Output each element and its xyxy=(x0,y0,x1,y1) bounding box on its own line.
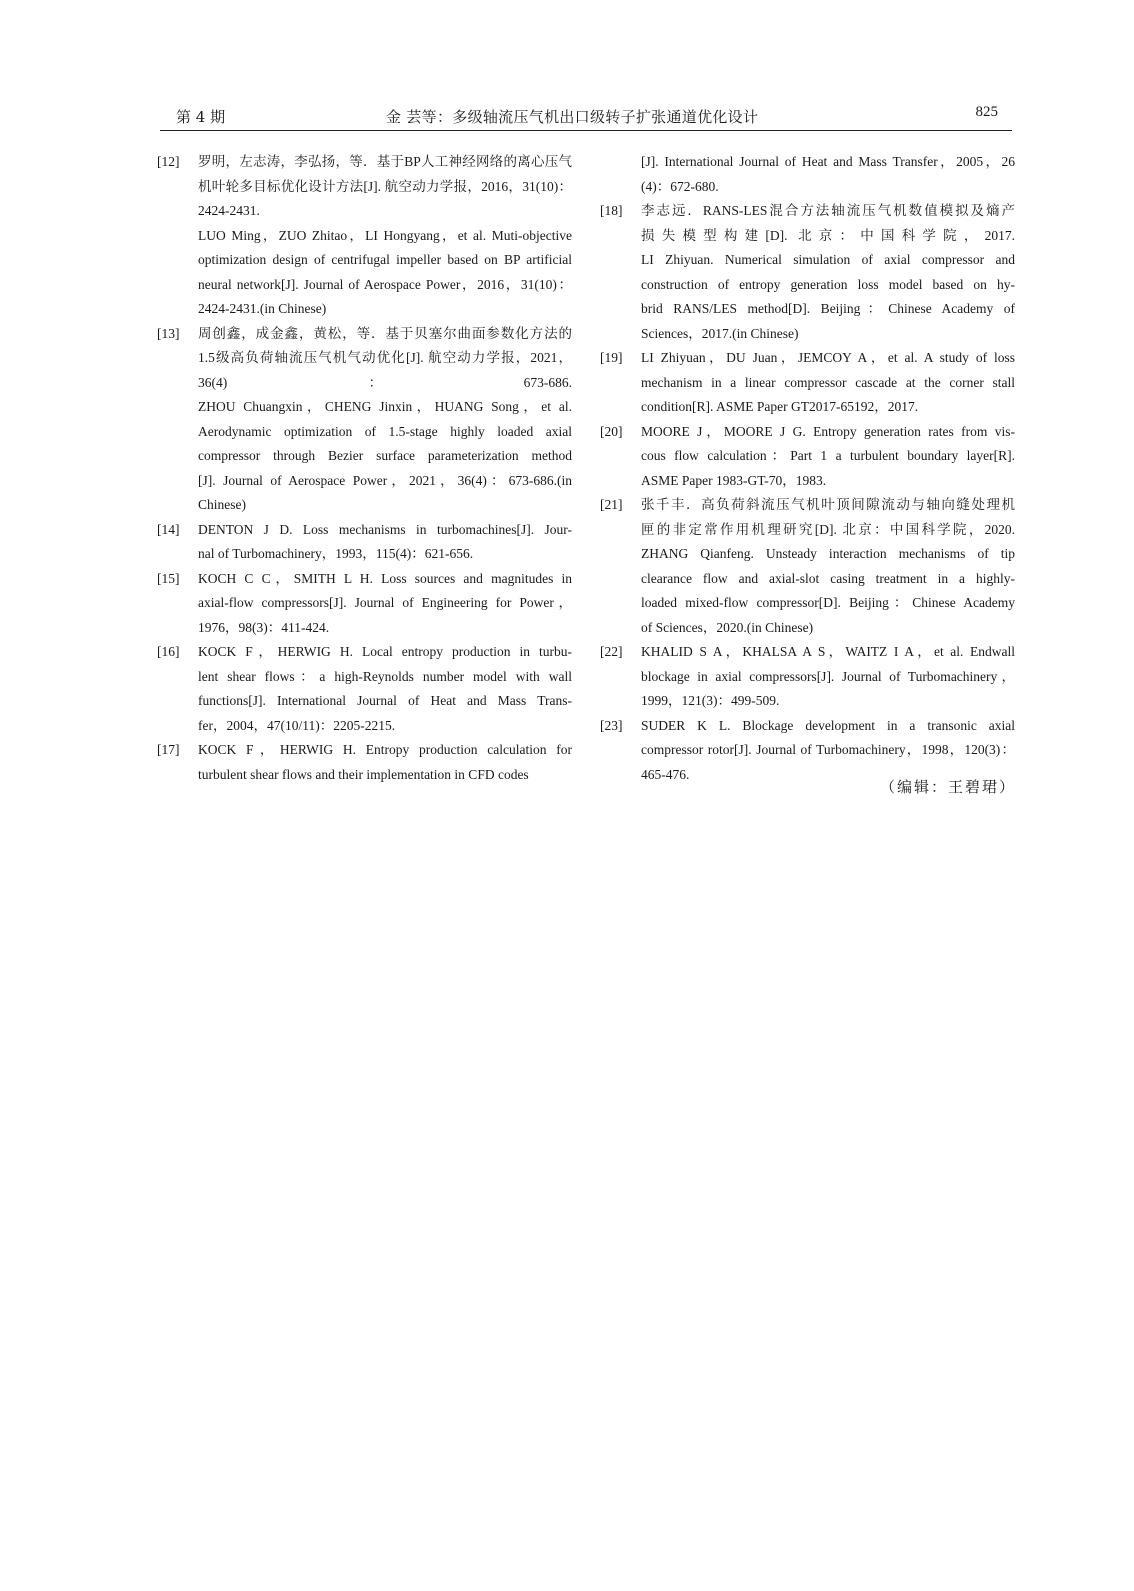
reference-entry xyxy=(600,199,1015,346)
editor-note: （编辑：王碧珺） xyxy=(880,778,1017,796)
reference-line: KOCK F，HERWIG H. Entropy production calculation for xyxy=(198,742,572,757)
reference-line: axial-flow compressors[J]. Journal of Engineering for Power， xyxy=(198,595,572,610)
reference-line: LI Zhiyuan. Numerical simulation of axial compressor and xyxy=(641,252,1015,267)
reference-line: LI Zhiyuan，DU Juan，JEMCOY A，et al. A study of loss xyxy=(641,350,1015,365)
reference-number: [22] xyxy=(600,644,623,659)
reference-line: Chinese) xyxy=(198,497,246,512)
reference-entry xyxy=(600,150,1015,199)
reference-line: lent shear flows：a high-Reynolds number model with wall xyxy=(198,668,572,684)
reference-line: construction of entropy generation loss model based on hy- xyxy=(641,276,1015,292)
references-right-column xyxy=(600,150,1015,787)
reference-line: KOCH C C，SMITH L H. Loss sources and magnitudes in xyxy=(198,570,572,586)
reference-line: 36(4)：673-686. xyxy=(198,374,572,390)
reference-line: mechanism in a linear compressor cascade at the corner stall xyxy=(641,374,1015,390)
reference-line: blockage in axial compressors[J]. Journal of Turbomachinery， xyxy=(641,668,1015,684)
reference-line: fer，2004，47(10/11)：2205-2215. xyxy=(198,717,396,733)
reference-entry xyxy=(157,150,572,322)
reference-line: [J]. International Journal of Heat and Mass Transfer，2005，26 xyxy=(641,154,1015,169)
reference-line: nal of Turbomachinery，1993，115(4)：621-656. xyxy=(198,546,474,561)
reference-line: condition[R]. ASME Paper GT2017-65192，2017. xyxy=(641,399,919,414)
reference-line: loaded mixed-flow compressor[D]. Beijing：Chinese Academy xyxy=(641,595,1015,610)
reference-entry xyxy=(157,640,572,738)
reference-line: ASME Paper 1983-GT-70，1983. xyxy=(641,472,827,488)
reference-line: ZHOU Chuangxin，CHENG Jinxin，HUANG Song，et al. xyxy=(198,399,572,414)
reference-line: compressor through Bezier surface parameterization method xyxy=(198,448,572,463)
reference-line: 李志远．RANS-LES混合方法轴流压气机数值模拟及熵产 xyxy=(641,203,1015,218)
reference-line: KHALID S A，KHALSA A S，WAITZ I A，et al. Endwall xyxy=(641,644,1015,659)
reference-entry xyxy=(600,640,1015,714)
reference-line: optimization design of centrifugal impeller based on BP artificial xyxy=(198,252,572,267)
reference-line: 2424-2431. xyxy=(198,203,260,218)
reference-entry xyxy=(157,322,572,518)
reference-line: SUDER K L. Blockage development in a transonic axial xyxy=(641,717,1015,733)
reference-line: 机叶轮多目标优化设计方法[J]. 航空动力学报，2016，31(10)： xyxy=(198,178,572,194)
reference-line: KOCK F，HERWIG H. Local entropy production in turbu- xyxy=(198,644,572,659)
reference-line: ZHANG Qianfeng. Unsteady interaction mechanisms of tip xyxy=(641,546,1015,561)
reference-line: 损失模型构建[D]. 北京：中国科学院，2017. xyxy=(641,227,1015,243)
reference-line: MOORE J，MOORE J G. Entropy generation rates from vis- xyxy=(641,423,1015,439)
reference-number: [18] xyxy=(600,203,623,218)
reference-line: compressor rotor[J]. Journal of Turbomachinery，1998，120(3)： xyxy=(641,742,1015,757)
reference-line: brid RANS/LES method[D]. Beijing：Chinese Academy of xyxy=(641,301,1015,316)
reference-line: 465-476. xyxy=(641,766,690,782)
references-left-column xyxy=(157,150,572,787)
reference-number: [23] xyxy=(600,717,623,733)
reference-line: turbulent shear flows and their implementation in CFD codes xyxy=(198,766,529,782)
reference-line: clearance flow and axial-slot casing treatment in a highly- xyxy=(641,570,1015,586)
reference-line: 1999，121(3)：499-509. xyxy=(641,693,780,708)
reference-entry xyxy=(157,518,572,567)
issue-label: 第 4 期 xyxy=(176,108,226,126)
reference-line: 张千丰．高负荷斜流压气机叶顶间隙流动与轴向缝处理机 xyxy=(641,497,1015,512)
reference-line: of Sciences，2020.(in Chinese) xyxy=(641,619,814,635)
reference-line: [J]. Journal of Aerospace Power，2021，36(4)：673-686.(in xyxy=(198,472,572,488)
reference-number: [17] xyxy=(157,742,180,757)
reference-entry xyxy=(600,346,1015,420)
reference-line: LUO Ming，ZUO Zhitao，LI Hongyang，et al. Muti-objective xyxy=(198,227,572,243)
reference-number: [15] xyxy=(157,570,180,586)
reference-number: [21] xyxy=(600,497,623,512)
reference-number: [19] xyxy=(600,350,623,365)
page-number: 825 xyxy=(975,104,998,120)
reference-line: 匣的非定常作用机理研究[D]. 北京：中国科学院，2020. xyxy=(641,521,1015,537)
reference-line: 1976，98(3)：411-424. xyxy=(198,619,330,635)
reference-number: [20] xyxy=(600,423,623,439)
reference-line: Sciences，2017.(in Chinese) xyxy=(641,325,799,341)
running-header xyxy=(160,100,1012,131)
reference-number: [16] xyxy=(157,644,180,659)
reference-number: [14] xyxy=(157,521,180,537)
reference-line: (4)：672-680. xyxy=(641,178,719,194)
reference-line: Aerodynamic optimization of 1.5-stage highly loaded axial xyxy=(198,423,572,439)
reference-line: neural network[J]. Journal of Aerospace Power，2016，31(10)： xyxy=(198,276,572,292)
reference-line: DENTON J D. Loss mechanisms in turbomachines[J]. Jour- xyxy=(198,521,572,537)
reference-entry xyxy=(157,738,572,787)
reference-line: functions[J]. International Journal of Heat and Mass Trans- xyxy=(198,693,572,708)
running-title: 金 芸等：多级轴流压气机出口级转子扩张通道优化设计 xyxy=(386,108,759,126)
reference-line: 2424-2431.(in Chinese) xyxy=(198,301,327,316)
reference-entry xyxy=(600,420,1015,494)
reference-entry xyxy=(600,493,1015,640)
reference-number: [12] xyxy=(157,154,180,169)
reference-number: [13] xyxy=(157,325,180,341)
reference-line: 罗明，左志涛，李弘扬，等．基于BP人工神经网络的离心压气 xyxy=(198,154,572,169)
reference-line: 1.5级高负荷轴流压气机气动优化[J]. 航空动力学报，2021， xyxy=(198,350,572,365)
reference-line: 周创鑫，成金鑫，黄松，等．基于贝塞尔曲面参数化方法的 xyxy=(198,325,572,341)
reference-entry xyxy=(157,567,572,641)
reference-line: cous flow calculation：Part 1 a turbulent boundary layer[R]. xyxy=(641,448,1015,463)
